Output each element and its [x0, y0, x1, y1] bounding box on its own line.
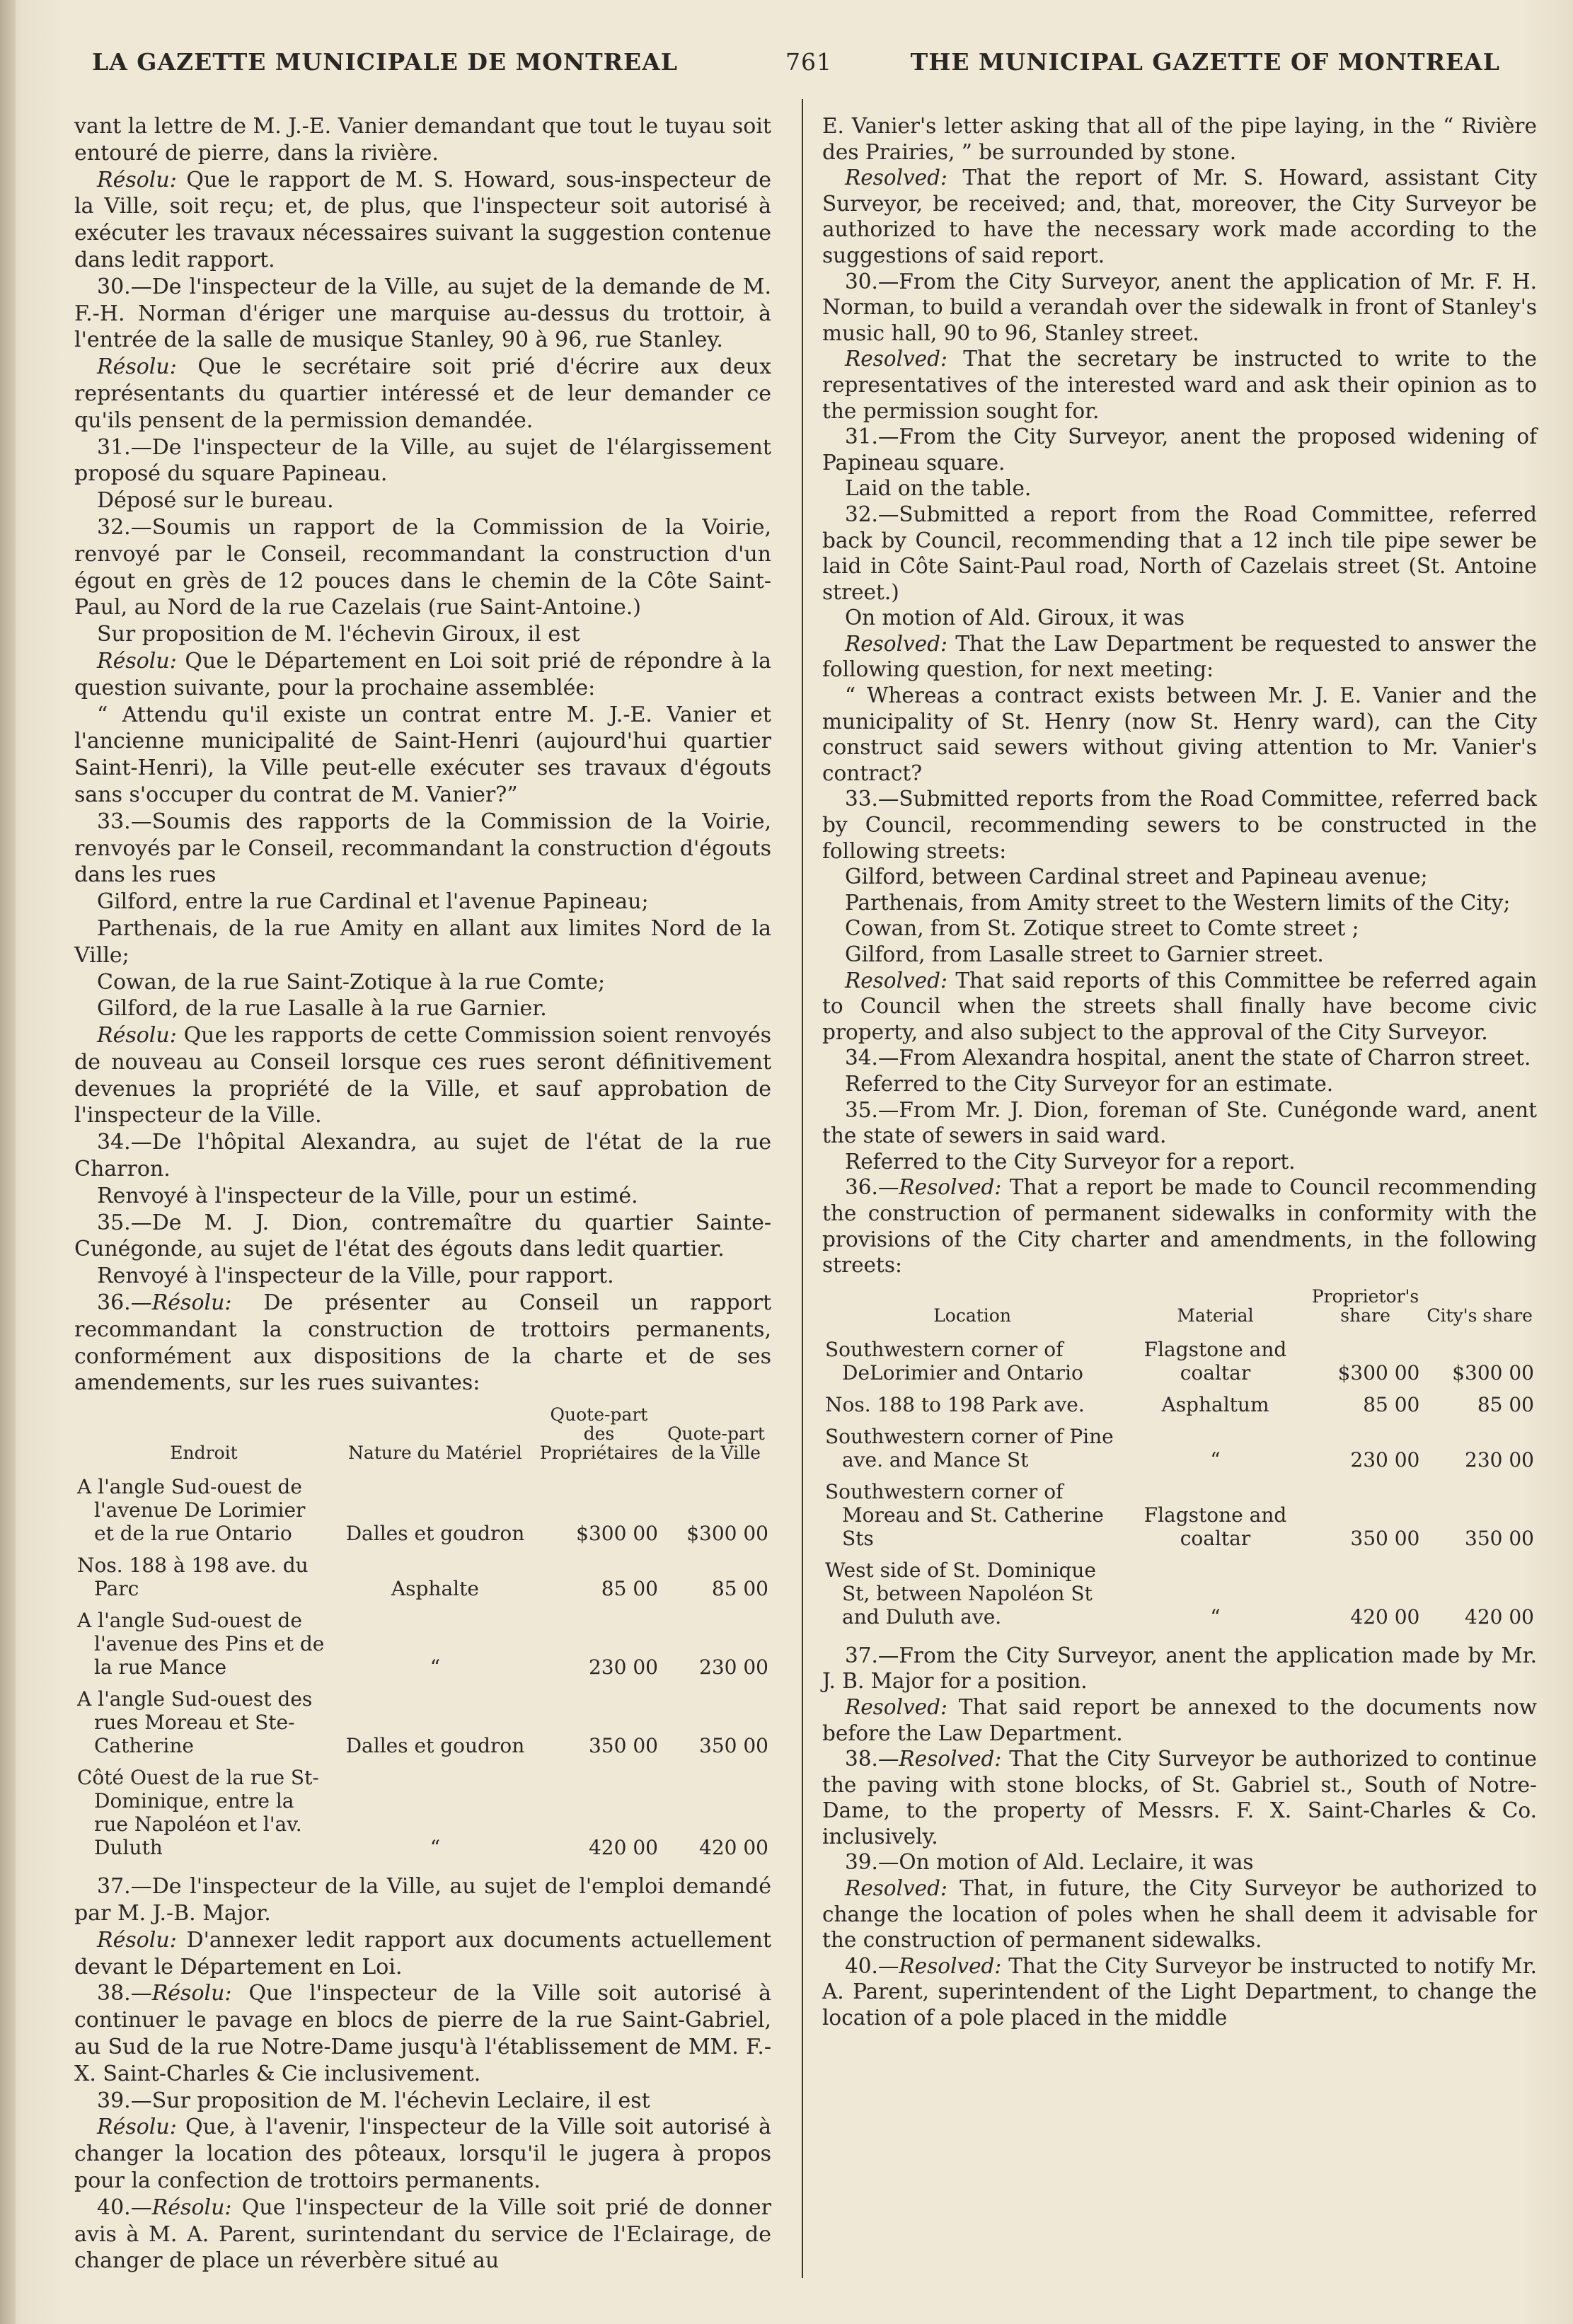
table-cell: 420 00	[1465, 1605, 1534, 1629]
resolution-label: Résolu:	[97, 1927, 177, 1953]
paragraph	[822, 631, 1537, 683]
table-row	[822, 1556, 1537, 1634]
table-cell: 350 00	[699, 1734, 768, 1758]
paragraph: Cowan, from St. Zotique street to Comte street ;	[845, 916, 1359, 941]
paragraph-text: Que le secrétaire soit prié d'écrire aux deux représentants du quartier intéressé et de leur demander ce qu'ils pensent de la permission demandée.	[74, 354, 771, 433]
table-cell: Nos. 188 à 198 ave. du Parc	[77, 1554, 309, 1601]
paragraph: Sur proposition de M. l'échevin Giroux, il est	[97, 622, 580, 647]
resolution-label: Resolved:	[845, 1876, 947, 1901]
paragraph: E. Vanier's letter asking that all of the pipe laying, in the “ Rivière des Prairies, ” be surrounded by stone.	[822, 114, 1537, 164]
resolution-label: Résolu:	[151, 1290, 232, 1316]
paragraph: 35.—De M. J. Dion, contremaître du quartier Sainte-Cunégonde, au sujet de l'état des égouts dans ledit quartier.	[74, 1210, 771, 1262]
item-number: 38.—	[97, 1981, 152, 2006]
table-cell: Asphalte	[391, 1577, 479, 1601]
header-english-title: THE MUNICIPAL GAZETTE OF MONTREAL	[910, 48, 1500, 76]
paragraph-text: That the City Surveyor be authorized to continue the paving with stone blocks, of St. Gabriel st., South of Notre-Dame, to the property of Messrs. F. X. Saint-Charles & Co. inclusively.	[822, 1747, 1537, 1849]
paragraph: Laid on the table.	[845, 476, 1032, 501]
paragraph-text: That, in future, the City Surveyor be authorized to change the location of poles when he shall deem it advisable for the construction of permanent sidewalks.	[822, 1876, 1537, 1953]
paragraph-text: Que les rapports de cette Commission soient renvoyés de nouveau au Conseil lorsque ces rues seront définitivement devenues la propriété de la Ville, et sauf approbation de l'inspecteur de la Ville.	[74, 1023, 771, 1128]
paragraph	[822, 1746, 1537, 1849]
paragraph: Renvoyé à l'inspecteur de la Ville, pour un estimé.	[97, 1183, 638, 1208]
table-cell: “	[1210, 1447, 1221, 1472]
paragraph	[74, 1022, 771, 1129]
table-cell: Flagstone and coaltar	[1143, 1503, 1287, 1550]
table-cell: $300 00	[1452, 1360, 1534, 1384]
paragraph-text: Que le Département en Loi soit prié de répondre à la question suivante, pour la prochaine assemblée:	[74, 648, 771, 700]
resolution-label: Résolu:	[97, 648, 177, 674]
paragraph: 31.—From the City Surveyor, anent the proposed widening of Papineau square.	[822, 424, 1537, 475]
column-header: Material	[1177, 1305, 1254, 1326]
table-cell: 85 00	[711, 1577, 768, 1601]
table-row	[74, 1684, 771, 1763]
paragraph-text: Que le rapport de M. S. Howard, sous-inspecteur de la Ville, soit reçu; et, de plus, que l'inspecteur soit autorisé à exécuter les travaux nécessaires suivant la suggestion contenue dans ledit rapport.	[74, 167, 771, 272]
resolution-label: Résolu:	[97, 354, 177, 380]
resolution-label: Résolu:	[97, 1023, 177, 1048]
paragraph	[822, 165, 1537, 268]
resolution-label: Resolved:	[899, 1747, 1002, 1771]
column-header: City's share	[1427, 1305, 1533, 1326]
table-row	[822, 1422, 1537, 1477]
page-number: 761	[785, 48, 832, 76]
paragraph: 39.—Sur proposition de M. l'échevin Leclaire, il est	[97, 2088, 650, 2113]
table-row	[822, 1390, 1537, 1422]
column-header: Location	[933, 1305, 1011, 1326]
table-cell: “	[1210, 1605, 1221, 1629]
table-cell: $300 00	[576, 1522, 658, 1546]
resolution-label: Résolu:	[151, 2195, 232, 2220]
paragraph-text: That the secretary be instructed to write to the representatives of the interested ward and ask their opinion as to the permission sought for.	[822, 347, 1537, 423]
resolution-label: Resolved:	[845, 347, 947, 371]
paragraph: 31.—De l'inspecteur de la Ville, au sujet de l'élargissement proposé du square Papineau.	[74, 434, 771, 487]
paragraph: 32.—Soumis un rapport de la Commission de la Voirie, renvoyé par le Conseil, recommandant la construction d'un égout en grès de 12 pouces dans le chemin de la Côte Saint-Paul, au Nord de la rue Cazelais (rue Saint-Antoine.)	[74, 514, 771, 620]
paragraph: “ Attendu qu'il existe un contrat entre M. J.-E. Vanier et l'ancienne municipalité de Saint-Henri (aujourd'hui quartier Saint-Henri), la Ville peut-elle exécuter ses travaux d'égouts sans s'occuper du contrat de M. Vanier?”	[74, 702, 771, 807]
table-row	[74, 1551, 771, 1606]
paragraph: Renvoyé à l'inspecteur de la Ville, pour rapport.	[97, 1264, 614, 1289]
paragraph: Parthenais, from Amity street to the Western limits of the City;	[845, 890, 1511, 915]
column-header: Quote-part de la Ville	[667, 1423, 765, 1464]
paragraph: Parthenais, de la rue Amity en allant aux limites Nord de la Ville;	[74, 915, 771, 968]
table-cell: Southwestern corner of Pine ave. and Mance St	[825, 1424, 1114, 1472]
table-header-row	[74, 1404, 771, 1472]
resolution-label: Résolu:	[97, 167, 177, 192]
table-row	[74, 1472, 771, 1551]
english-column	[822, 113, 1537, 2031]
paragraph	[74, 2195, 771, 2274]
paragraph-text: Que l'inspecteur de la Ville soit autorisé à continuer le pavage en blocs de pierre de la rue Saint-Gabriel, au Sud de la rue Notre-Dame jusqu'à l'établissement de MM. F.-X. Saint-Charles & Cie inclusivement.	[74, 1981, 771, 2086]
item-number: 38.—	[845, 1747, 899, 1771]
paragraph	[74, 2114, 771, 2194]
sidewalk-table-english	[822, 1285, 1537, 1634]
paragraph	[822, 346, 1537, 424]
paragraph-text: That the report of Mr. S. Howard, assistant City Surveyor, be received; and, that, moreover, the City Surveyor be authorized to have the necessary work made according to the suggestions of said report.	[822, 166, 1537, 267]
table-cell: 230 00	[1465, 1447, 1534, 1472]
table-cell: Nos. 188 to 198 Park ave.	[825, 1392, 1085, 1416]
paragraph	[822, 1174, 1537, 1278]
paragraph: vant la lettre de M. J.-E. Vanier demandant que tout le tuyau soit entouré de pierre, dans la rivière.	[74, 114, 771, 166]
paragraph: 30.—De l'inspecteur de la Ville, au sujet de la demande de M. F.-H. Norman d'ériger une marquise au-dessus du trottoir, à l'entrée de la salle de musique Stanley, 90 à 96, rue Stanley.	[74, 274, 771, 353]
column-header: Nature du Matériel	[348, 1443, 522, 1464]
table-cell: Flagstone and coaltar	[1143, 1337, 1287, 1384]
item-number: 36.—	[97, 1290, 152, 1316]
table-cell: $300 00	[686, 1522, 768, 1546]
paragraph	[822, 1694, 1537, 1746]
paragraph	[74, 1927, 771, 1981]
table-cell: “	[430, 1836, 441, 1860]
table-cell: 420 00	[1350, 1605, 1420, 1629]
table-cell: 85 00	[1477, 1392, 1534, 1416]
table-cell: 85 00	[1363, 1392, 1420, 1416]
paragraph: Referred to the City Surveyor for a report.	[845, 1149, 1296, 1174]
table-cell: 350 00	[1350, 1526, 1420, 1550]
table-cell: Côté Ouest de la rue St-Dominique, entre la rue Napoléon et l'av. Duluth	[77, 1766, 319, 1860]
resolution-label: Resolved:	[899, 1175, 1002, 1200]
french-column	[74, 113, 771, 2274]
paragraph-text: Que, à l'avenir, l'inspecteur de la Ville soit autorisé à changer la location des pôteaux, lorsqu'il le jugera à propos pour la confection de trottoirs permanents.	[74, 2115, 771, 2194]
table-cell: 420 00	[588, 1836, 658, 1860]
paragraph	[74, 1980, 771, 2087]
resolution-label: Resolved:	[845, 1694, 947, 1719]
table-cell: Southwestern corner of Moreau and St. Catherine Sts	[825, 1479, 1104, 1550]
paragraph: Gilford, entre la rue Cardinal et l'avenue Papineau;	[97, 889, 649, 915]
resolution-label: Résolu:	[97, 2115, 177, 2140]
table-cell: 230 00	[699, 1655, 768, 1680]
table-cell: 230 00	[1350, 1447, 1420, 1472]
table-cell: $300 00	[1337, 1360, 1420, 1384]
paragraph: On motion of Ald. Giroux, it was	[845, 606, 1185, 630]
paragraph	[74, 1290, 771, 1397]
table-row	[74, 1606, 771, 1684]
paragraph: Gilford, between Cardinal street and Papineau avenue;	[845, 865, 1428, 889]
paragraph: 33.—Submitted reports from the Road Committee, referred back by Council, recommending sewers to be constructed in the following streets:	[822, 787, 1537, 863]
resolution-label: Resolved:	[845, 968, 947, 993]
paragraph-text: That said report be annexed to the documents now before the Law Department.	[822, 1694, 1537, 1745]
paragraph: Gilford, from Lasalle street to Garnier street.	[845, 942, 1324, 966]
table-cell: A l'angle Sud-ouest des rues Moreau et Ste-Catherine	[77, 1687, 313, 1758]
table-cell: West side of St. Dominique St, between Napoléon St and Duluth ave.	[825, 1558, 1096, 1629]
table-cell: “	[430, 1655, 441, 1680]
table-cell: A l'angle Sud-ouest de l'avenue des Pins et de la rue Mance	[77, 1609, 325, 1680]
item-number: 40.—	[97, 2195, 152, 2220]
table-cell: Asphaltum	[1161, 1392, 1269, 1416]
paragraph: 37.—From the City Surveyor, anent the application made by Mr. J. B. Major for a position.	[822, 1643, 1537, 1694]
paragraph	[822, 1875, 1537, 1953]
paragraph-text: D'annexer ledit rapport aux documents actuellement devant le Département en Loi.	[74, 1927, 771, 1979]
paragraph-text: That the City Surveyor be instructed to notify Mr. A. Parent, superintendent of the Light Department, to change the location of a pole placed in the middle	[822, 1953, 1537, 2030]
paragraph-text: That said reports of this Committee be referred again to Council when the streets shall finally have become civic property, and also subject to the approval of the City Surveyor.	[822, 968, 1537, 1044]
table-cell: 85 00	[601, 1577, 658, 1601]
table-row	[822, 1335, 1537, 1390]
table-row	[74, 1763, 771, 1865]
table-cell: 230 00	[588, 1655, 658, 1680]
paragraph: 34.—From Alexandra hospital, anent the state of Charron street.	[845, 1046, 1531, 1070]
paragraph-text: That a report be made to Council recommending the construction of permanent sidewalks in conformity with the provisions of the City charter and amendments, in the following streets:	[822, 1175, 1537, 1278]
paragraph	[822, 968, 1537, 1046]
item-number: 40.—	[845, 1953, 899, 1978]
header-french-title: LA GAZETTE MUNICIPALE DE MONTREAL	[92, 48, 679, 76]
paragraph-text: Que l'inspecteur de la Ville soit prié de donner avis à M. A. Parent, surintendant du service de l'Eclairage, de changer de place un réverbère situé au	[74, 2195, 771, 2274]
paragraph	[822, 1953, 1537, 2031]
page-binding-edge	[0, 0, 16, 2324]
table-cell: 350 00	[1465, 1526, 1534, 1550]
resolution-label: Résolu:	[151, 1981, 232, 2006]
paragraph: Gilford, de la rue Lasalle à la rue Garnier.	[97, 996, 547, 1022]
column-header: Endroit	[170, 1443, 238, 1464]
table-cell: A l'angle Sud-ouest de l'avenue De Lorimier et de la rue Ontario	[77, 1475, 306, 1546]
table-cell: 420 00	[699, 1836, 768, 1860]
paragraph-text: De présenter au Conseil un rapport recommandant la construction de trottoirs permanents, conformément aux dispositions de la charte et de ses amendements, sur les rues suivantes:	[74, 1290, 771, 1396]
paragraph	[74, 167, 771, 274]
table-cell: 350 00	[588, 1734, 658, 1758]
paragraph: Referred to the City Surveyor for an estimate.	[845, 1071, 1334, 1096]
paragraph: 35.—From Mr. J. Dion, foreman of Ste. Cunégonde ward, anent the state of sewers in said ward.	[822, 1097, 1537, 1148]
paragraph: Déposé sur le bureau.	[97, 488, 334, 514]
column-divider	[802, 99, 803, 2278]
paragraph	[74, 354, 771, 434]
paragraph: Cowan, de la rue Saint-Zotique à la rue Comte;	[97, 969, 606, 995]
paragraph: “ Whereas a contract exists between Mr. J. E. Vanier and the municipality of St. Henry (now St. Henry ward), can the City construct said sewers without giving attention to Mr. Vanier's contract?	[822, 683, 1537, 785]
sidewalk-table-french	[74, 1404, 771, 1865]
paragraph: 37.—De l'inspecteur de la Ville, au sujet de l'emploi demandé par M. J.-B. Major.	[74, 1874, 771, 1926]
paragraph: 32.—Submitted a report from the Road Committee, referred back by Council, recommending that a 12 inch tile pipe sewer be laid in Côte Saint-Paul road, North of Cazelais street (St. Antoine street.)	[822, 502, 1537, 604]
paragraph: 30.—From the City Surveyor, anent the application of Mr. F. H. Norman, to build a verandah over the sidewalk in front of Stanley's music hall, 90 to 96, Stanley street.	[822, 269, 1537, 345]
resolution-label: Resolved:	[899, 1953, 1002, 1978]
table-row	[822, 1477, 1537, 1556]
paragraph: 34.—De l'hôpital Alexandra, au sujet de l'état de la rue Charron.	[74, 1130, 771, 1182]
table-header-row	[822, 1285, 1537, 1335]
paragraph-text: That the Law Department be requested to answer the following question, for next meeting:	[822, 631, 1537, 682]
resolution-label: Resolved:	[845, 631, 947, 656]
column-header: Quote-part des Propriétaires	[539, 1404, 658, 1464]
table-cell: Dalles et goudron	[345, 1734, 525, 1758]
item-number: 36.—	[845, 1175, 899, 1200]
paragraph: 39.—On motion of Ald. Leclaire, it was	[845, 1850, 1254, 1875]
paragraph: 33.—Soumis des rapports de la Commission de la Voirie, renvoyés par le Conseil, recommandant la construction d'égouts dans les rues	[74, 809, 771, 888]
running-header	[92, 48, 1500, 83]
paragraph	[74, 648, 771, 702]
column-header: Proprietor's share	[1311, 1285, 1419, 1326]
table-cell: Dalles et goudron	[345, 1522, 525, 1546]
table-cell: Southwestern corner of DeLorimier and Ontario	[825, 1337, 1083, 1384]
resolution-label: Resolved:	[845, 166, 947, 190]
